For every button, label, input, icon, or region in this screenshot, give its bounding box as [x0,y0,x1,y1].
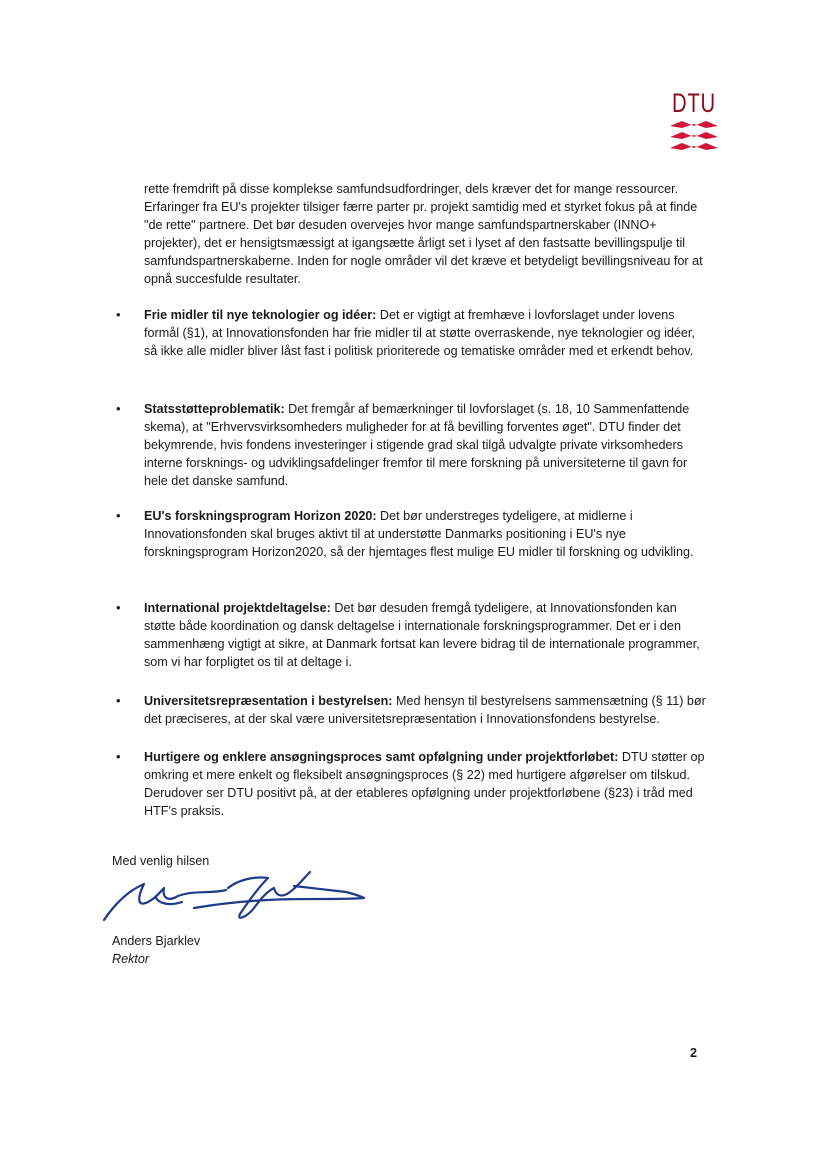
intro-paragraph: rette fremdrift på disse komplekse samfundsudfordringer, dels kræver det for mange ressourcer. Erfaringer fra EU's projekter tilsiger færre parter pr. projekt samtidig med et styrket fokus på at finde "de rette" partnere. Det bør desuden overvejes hvor mange samfundspartnerskaber (INNO+ projekter), det er hensigtsmæssigt at igangsætte årligt set i lyset af den fastsatte bevillingspulje til samfundspartnerskaberne. Inden for nogle områder vil det kræve et betydeligt bevillingsniveau for at opnå succesfulde resultater. [144,182,703,286]
bullet-body: Det er vigtigt at fremhæve i lovforslaget under lovens formål (§1), at Innovationsfonden har frie midler til at støtte overraskende, nye teknologier og idéer, så ikke alle midler bliver låst fast i politisk prioriterede og tematiske områder med et erkendt behov. [144,308,695,358]
signer-title: Rektor [112,952,150,966]
signer-name: Anders Bjarklev [112,934,201,948]
bullet-text [144,599,710,671]
bullet-marker: • [116,693,121,708]
dtu-logo [668,88,720,154]
bullet-text [144,306,710,360]
page-number: 2 [690,1046,698,1060]
bullet-body: Det fremgår af bemærkninger til lovforslaget (s. 18, 10 Sammenfattende skema), at "Erhvervsvirksomheders muligheder for at få bevilling forventes øget". DTU finder det bekymrende, hvis fondens investeringer i stigende grad skal tilgå udvalgte private virksomheders interne forsknings- og udviklingsafdelinger fremfor til mere forskning på universiteterne til gavn for hele det danske samfund. [144,402,690,488]
bullet-lead: Statsstøtteproblematik: [144,402,285,416]
bullet-text [144,400,710,490]
bullet-lead: International projektdeltagelse: [144,601,331,615]
bullet-text [144,507,710,561]
bullet-lead: Frie midler til nye teknologier og idéer: [144,308,377,322]
bullet-marker: • [116,307,121,322]
logo-chevrons-icon [668,120,720,154]
bullet-marker: • [116,749,121,764]
bullet-body: Det bør desuden fremgå tydeligere, at Innovationsfonden kan støtte både koordination og dansk deltagelse i internationale forskningsprogrammer. Det er i den sammenhæng vigtigt at sikre, at Danmark fortsat kan levere bidrag til de internationale programmer, som vi har forpligtet os til at deltage i. [144,601,700,669]
bullet-marker: • [116,508,121,523]
bullet-marker: • [116,401,121,416]
bullet-body: Det bør understreges tydeligere, at midlerne i Innovationsfonden skal bruges aktivt til at understøtte Danmarks positioning i EU's nye forskningsprogram Horizon2020, så der hjemtages flest mulige EU midler til forskning og udvikling. [144,509,694,559]
bullet-lead: EU's forskningsprogram Horizon 2020: [144,509,377,523]
bullet-text [144,748,710,820]
logo-text: DTU [672,88,716,118]
bullet-lead: Universitetsrepræsentation i bestyrelsen: [144,694,393,708]
closing-greeting: Med venlig hilsen [112,854,210,868]
bullet-body: DTU støtter op omkring et mere enkelt og fleksibelt ansøgningsproces (§ 22) med hurtigere afgørelser om tilskud. Derudover ser DTU positivt på, at der etableres opfølgning under projektforløbene (§23) i tråd med HTF's praksis. [144,750,705,818]
bullet-lead: Hurtigere og enklere ansøgningsproces samt opfølgning under projektforløbet: [144,750,619,764]
bullet-marker: • [116,600,121,615]
bullet-text [144,692,710,728]
signature-image [98,868,368,928]
bullet-body: Med hensyn til bestyrelsens sammensætning (§ 11) bør det præciseres, at der skal være universitetsrepræsentation i Innovationsfondens bestyrelse. [144,694,706,726]
